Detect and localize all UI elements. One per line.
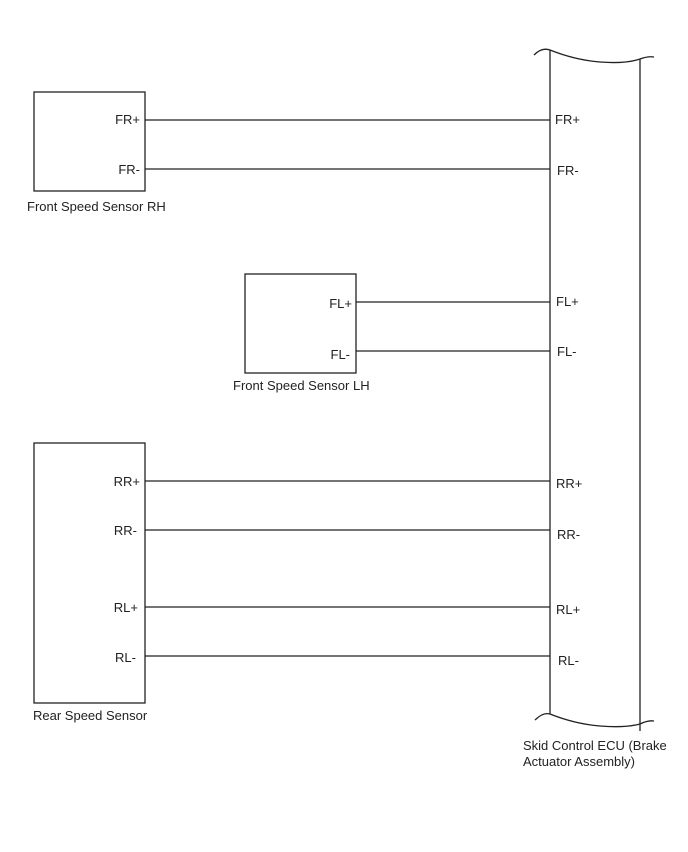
ecu-pin-rl-minus: RL- (558, 653, 579, 668)
front-lh-sensor-label: Front Speed Sensor LH (233, 378, 370, 393)
front-rh-pin-fr-plus: FR+ (115, 112, 140, 127)
ecu-pin-labels (555, 112, 582, 668)
front-speed-sensor-rh (27, 92, 166, 214)
front-lh-pin-fl-plus: FL+ (329, 296, 352, 311)
ecu-bottom-break-edge (535, 714, 654, 727)
ecu-pin-fr-plus: FR+ (555, 112, 580, 127)
ecu-pin-fr-minus: FR- (557, 163, 579, 178)
ecu-label-line-1: Skid Control ECU (Brake (523, 738, 667, 753)
front-lh-pin-fl-minus: FL- (330, 347, 350, 362)
ecu-pin-fl-minus: FL- (557, 344, 577, 359)
ecu-top-break-edge (534, 49, 654, 62)
front-speed-sensor-lh (233, 274, 370, 393)
ecu-pin-rr-minus: RR- (557, 527, 581, 542)
front-rh-pin-fr-minus: FR- (118, 162, 140, 177)
rear-speed-sensor (33, 443, 148, 723)
ecu-pin-rr-plus: RR+ (556, 476, 583, 491)
rear-pin-rr-minus: RR- (113, 523, 137, 538)
ecu-pin-rl-plus: RL+ (556, 602, 581, 617)
ecu-label-line-2: Actuator Assembly) (523, 754, 635, 769)
rear-pin-rl-minus: RL- (115, 650, 136, 665)
skid-control-ecu (534, 49, 654, 731)
rear-pin-rl-plus: RL+ (113, 600, 138, 615)
ecu-pin-fl-plus: FL+ (556, 294, 579, 309)
front-rh-sensor-label: Front Speed Sensor RH (27, 199, 166, 214)
rear-pin-rr-plus: RR+ (113, 474, 140, 489)
rear-sensor-label: Rear Speed Sensor (33, 708, 148, 723)
